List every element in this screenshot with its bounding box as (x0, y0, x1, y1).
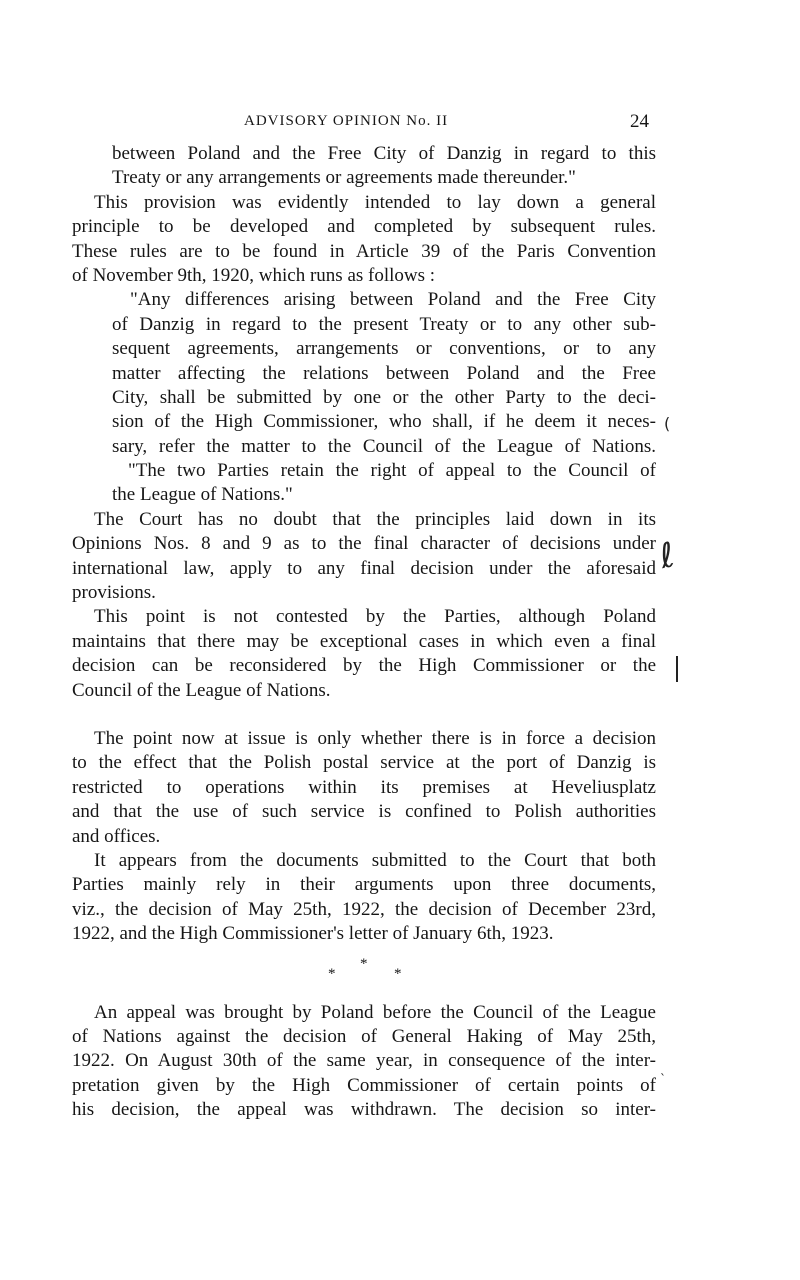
quote-line: matter affecting the relations between Poland and the Free (112, 362, 656, 384)
text-line: An appeal was brought by Poland before the Council of the League (94, 1001, 656, 1023)
quote-line: sion of the High Commissioner, who shall, if he deem it neces- (112, 411, 656, 433)
text-line: It appears from the documents submitted to the Court that both (94, 849, 656, 871)
margin-bracket-mark: ( (664, 414, 671, 433)
text-line: These rules are to be found in Article 39 of the Paris Convention (72, 240, 656, 262)
text-line: 1922, and the High Commissioner's letter of January 6th, 1923. (72, 923, 554, 945)
margin-vertical-line (676, 656, 678, 682)
text-line: restricted to operations within its premises at Heveliusplatz (72, 776, 656, 798)
text-line: and offices. (72, 825, 161, 847)
quote-line: sary, refer the matter to the Council of the League of Nations. (112, 435, 656, 457)
text-line: 1922. On August 30th of the same year, in consequence of the inter- (72, 1050, 656, 1072)
margin-tick-mark: ` (660, 1072, 666, 1086)
quote-line: "The two Parties retain the right of appeal to the Council of (128, 460, 656, 482)
text-line: principle to be developed and completed by subsequent rules. (72, 216, 656, 238)
margin-handwritten-mark: ℓ (655, 534, 679, 578)
text-line: This point is not contested by the Parties, although Poland (94, 606, 656, 628)
text-line: and that the use of such service is confined to Polish authorities (72, 801, 656, 823)
text-line: The Court has no doubt that the principles laid down in its (94, 508, 656, 530)
text-line: Parties mainly rely in their arguments upon three documents, (72, 874, 656, 896)
text-line: Council of the League of Nations. (72, 679, 331, 701)
text-line: maintains that there may be exceptional cases in which even a final (72, 630, 656, 652)
quote-line: "Any differences arising between Poland and the Free City (130, 289, 656, 311)
separator-star: * (394, 965, 402, 982)
body-text (72, 142, 656, 1122)
text-line: decision can be reconsidered by the High Commissioner or the (72, 655, 656, 677)
text-line: provisions. (72, 582, 156, 604)
quote-line: of Danzig in regard to the present Treaty or to any other sub- (112, 313, 656, 335)
text-line: of November 9th, 1920, which runs as follows : (72, 264, 436, 286)
running-head (0, 113, 800, 137)
quote-line: City, shall be submitted by one or the other Party to the deci- (112, 386, 656, 408)
separator-star: * (328, 965, 336, 982)
text-line: viz., the decision of May 25th, 1922, the decision of December 23rd, (72, 898, 656, 920)
text-line: pretation given by the High Commissioner of certain points of (72, 1074, 656, 1096)
text-line: his decision, the appeal was withdrawn. The decision so inter- (72, 1099, 656, 1121)
text-line: Opinions Nos. 8 and 9 as to the final character of decisions under (72, 533, 656, 555)
separator-star: * (360, 955, 368, 972)
text-line: to the effect that the Polish postal service at the port of Danzig is (72, 752, 656, 774)
running-title: ADVISORY OPINION No. II (244, 113, 449, 129)
quote-line: the League of Nations." (112, 484, 293, 506)
section-separator (72, 957, 656, 987)
text-line: The point now at issue is only whether there is in force a decision (94, 727, 656, 749)
text-line: between Poland and the Free City of Danzig in regard to this (112, 143, 656, 164)
text-line: Treaty or any arrangements or agreements made thereunder." (112, 167, 576, 189)
page-number: 24 (630, 111, 649, 132)
text-line: This provision was evidently intended to lay down a general (94, 191, 656, 213)
text-line: international law, apply to any final decision under the aforesaid (72, 557, 656, 579)
quote-line: sequent agreements, arrangements or conventions, or to any (112, 338, 656, 360)
text-line: of Nations against the decision of General Haking of May 25th, (72, 1025, 656, 1047)
